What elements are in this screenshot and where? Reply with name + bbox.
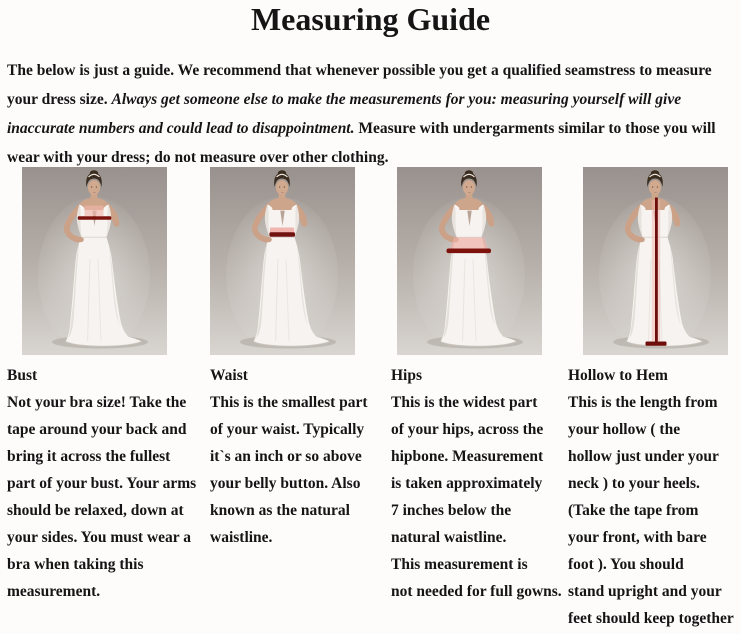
section-heading-hollow-to-hem: Hollow to Hem [568,367,668,384]
section-heading-bust: Bust [7,367,38,384]
section-waist [210,362,392,551]
waist-band-marker [269,228,295,237]
gown-illustration-hips [397,167,542,355]
photo-waist-measurement [210,167,355,355]
section-heading-hips: Hips [391,367,423,384]
photo-hollow-to-hem-measurement [583,167,728,355]
section-body-waist: This is the smallest part of your waist. Typically it`s an inch or so above your belly button. Also known as the natural waistline. [210,394,368,546]
intro-text-italic: Always get someone else to make the measurements for you: measuring yourself will give inaccurate numbers and could lead to disappointment. [7,91,682,137]
section-hips [391,362,567,605]
section-body-bust: Not your bra size! Take the tape around your back and bring it across the fullest part of your bust. Your arms should be relaxed, down at your sides. You must wear a bra when taking this measurement. [7,394,197,600]
gown-illustration-hollow-to-hem [583,167,728,355]
section-bust [7,362,207,605]
section-heading-waist: Waist [210,367,248,384]
photo-bust-measurement [22,167,167,355]
intro-text-end: Measure with undergarments similar to those you will wear with your dress; do not measure over other clothing. [7,120,716,166]
gown-illustration-waist [210,167,355,355]
section-body-hollow-to-hem: This is the length from your hollow ( the hollow just under your neck ) to your heels. (Take the tape from your front, with bare foot ). You should stand upright and your feet should keep together [568,394,734,627]
page-title: Measuring Guide [250,1,491,37]
photo-hips-measurement [397,167,542,355]
intro-text-start: The below is just a guide. We recommend that whenever possible you get a qualified seamstress to measure your dress size. [7,62,712,108]
intro-paragraph [7,56,740,172]
section-hollow-to-hem [568,362,740,632]
gown-illustration-bust [22,167,167,355]
section-body-hips: This is the widest part of your hips, across the hipbone. Measurement is taken approximately 7 inches below the natural waistline. This measurement is not needed for full gowns. [391,394,562,600]
